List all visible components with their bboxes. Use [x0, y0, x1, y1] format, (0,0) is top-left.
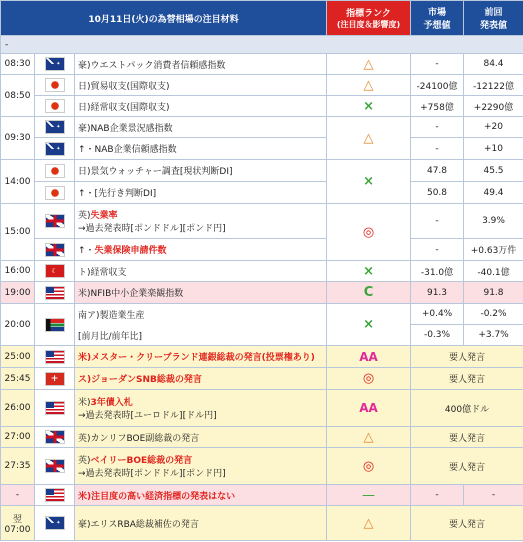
name-prefix: ↑・ [78, 246, 95, 256]
usa-flag-icon [45, 401, 65, 415]
table-row [1, 427, 523, 448]
previous-header-line2: 発表値 [480, 21, 508, 31]
forecast-value: - [411, 138, 464, 160]
highlight-name: 3年債入札 [90, 398, 133, 408]
table-row [1, 117, 523, 138]
table-row [1, 346, 523, 368]
indicator-name: 英)カンリフBOE副総裁の発言 [75, 427, 327, 448]
time-cell: 27:00 [1, 427, 35, 448]
rank-cross-icon: × [327, 261, 411, 282]
name-prefix: 英) [78, 456, 91, 466]
table-row [1, 485, 523, 506]
previous-value: 91.8 [464, 282, 523, 304]
australia-flag-icon: ✦ [45, 142, 65, 156]
uk-flag-icon [45, 243, 65, 257]
time-cell: 25:00 [1, 346, 35, 368]
rank-double-circle-icon: ◎ [327, 204, 411, 261]
past-release-link[interactable]: →過去発表時[ユーロドル][ドル円] [78, 411, 217, 421]
indicator-name: ス)ジョーダンSNB総裁の発言 [75, 368, 327, 390]
indicator-name: 豪)エリスRBA総裁補佐の発言 [75, 506, 327, 541]
uk-flag-icon [45, 430, 65, 444]
forecast-value: 91.3 [411, 282, 464, 304]
section-label: - [1, 36, 523, 54]
indicator-name [78, 398, 133, 408]
event-note: 要人発言 [411, 368, 523, 390]
previous-value: -40.1億 [464, 261, 523, 282]
indicator-name-cell [75, 448, 327, 485]
japan-flag-icon [45, 186, 65, 200]
time-cell: - [1, 485, 35, 506]
forecast-value: -0.3% [411, 325, 464, 346]
indicator-name-cell [75, 304, 327, 346]
indicator-name: 豪)NAB企業景況感指数 [75, 117, 327, 138]
previous-value: +0.63万件 [464, 239, 523, 261]
indicator-name: ト)経常収支 [75, 261, 327, 282]
table-row [1, 448, 523, 485]
australia-flag-icon: ✦ [45, 516, 65, 530]
event-note: 要人発言 [411, 448, 523, 485]
table-row [1, 261, 523, 282]
turkey-flag-icon: ☾ [45, 264, 65, 278]
time-cell: 26:00 [1, 390, 35, 427]
usa-flag-icon [45, 286, 65, 300]
forecast-value: -31.0億 [411, 261, 464, 282]
forecast-column-header [411, 1, 464, 36]
forecast-value: - [411, 485, 464, 506]
table-row [1, 75, 523, 96]
rank-triangle-icon: △ [327, 54, 411, 75]
previous-header-line1: 前回 [484, 8, 503, 18]
time-cell: 09:30 [1, 117, 35, 160]
table-row [1, 282, 523, 304]
rank-triangle-icon: △ [327, 506, 411, 541]
usa-flag-icon [45, 350, 65, 364]
time-cell: 14:00 [1, 160, 35, 204]
previous-value: 45.5 [464, 160, 523, 182]
event-note: 要人発言 [411, 506, 523, 541]
previous-value: -0.2% [464, 304, 523, 325]
indicator-name: 日)経常収支(国際収支) [75, 96, 327, 117]
uk-flag-icon [45, 459, 65, 473]
forecast-value: +0.4% [411, 304, 464, 325]
indicator-name [78, 211, 118, 221]
indicator-subname: [前月比/前年比] [78, 331, 143, 342]
australia-flag-icon: ✦ [45, 120, 65, 134]
time-cell: 08:50 [1, 75, 35, 117]
table-row [1, 239, 523, 261]
forecast-value: -24100億 [411, 75, 464, 96]
forecast-value: - [411, 239, 464, 261]
rank-triangle-icon: △ [327, 427, 411, 448]
name-prefix: 英) [78, 211, 91, 221]
event-note: 400億ドル [411, 390, 523, 427]
time-value: 07:00 [4, 524, 31, 535]
rank-c-label: C [327, 282, 411, 304]
previous-value: -12122億 [464, 75, 523, 96]
indicator-name [78, 456, 192, 466]
indicator-name-cell [75, 204, 327, 239]
indicator-name [75, 239, 327, 261]
rank-header-line1: 指標ランク [346, 9, 391, 19]
table-row [1, 390, 523, 427]
rank-triangle-icon: △ [327, 117, 411, 160]
indicator-name: 米)注目度の高い経済指標の発表はない [75, 485, 327, 506]
name-prefix: 米) [78, 398, 91, 408]
time-cell: 27:35 [1, 448, 35, 485]
rank-cross-icon: × [327, 160, 411, 204]
usa-flag-icon [45, 488, 65, 502]
table-row [1, 304, 523, 325]
event-note: 要人発言 [411, 427, 523, 448]
rank-header-line2: (注目度＆影響度) [336, 20, 401, 29]
rank-aa-label: AA [327, 346, 411, 368]
australia-flag-icon: ✦ [45, 57, 65, 71]
forecast-header-line1: 市場 [428, 8, 447, 18]
japan-flag-icon [45, 99, 65, 113]
japan-flag-icon [45, 78, 65, 92]
time-cell [1, 506, 35, 541]
past-release-link[interactable]: →過去発表時[ポンドドル][ポンド円] [78, 224, 226, 234]
table-row [1, 182, 523, 204]
japan-flag-icon [45, 164, 65, 178]
switzerland-flag-icon: + [45, 372, 65, 386]
indicator-name: 米)メスター・クリーブランド連銀総裁の発言(投票権あり) [75, 346, 327, 368]
table-row [1, 138, 523, 160]
table-title: 10月11日(火)の為替相場の注目材料 [1, 1, 327, 36]
event-note: 要人発言 [411, 346, 523, 368]
forecast-value: 47.8 [411, 160, 464, 182]
table-row [1, 204, 523, 239]
previous-value: - [464, 485, 523, 506]
table-row [1, 160, 523, 182]
previous-value: +20 [464, 117, 523, 138]
rank-triangle-icon: △ [327, 75, 411, 96]
previous-value: +2290億 [464, 96, 523, 117]
rank-column-header [327, 1, 411, 36]
indicator-name: ↑・[先行き判断DI] [75, 182, 327, 204]
rank-double-circle-icon: ◎ [327, 448, 411, 485]
rank-aa-label: AA [327, 390, 411, 427]
time-cell: 15:00 [1, 204, 35, 261]
forecast-value: 50.8 [411, 182, 464, 204]
indicator-name: 南ア)製造業生産 [78, 310, 145, 321]
indicator-name: 日)景気ウォッチャー調査[現状判断DI] [75, 160, 327, 182]
south-africa-flag-icon [45, 318, 65, 332]
time-cell: 08:30 [1, 54, 35, 75]
highlight-name: ベイリーBOE総裁の発言 [90, 456, 193, 466]
forecast-value: +758億 [411, 96, 464, 117]
indicator-name: 日)貿易収支(国際収支) [75, 75, 327, 96]
rank-cross-icon: × [327, 96, 411, 117]
highlight-name: 失業率 [90, 211, 118, 221]
time-next-day: 翌 [12, 514, 22, 525]
time-cell: 16:00 [1, 261, 35, 282]
header-row [1, 1, 523, 36]
rank-dash-icon: — [327, 485, 411, 506]
table-row [1, 506, 523, 541]
time-cell: 19:00 [1, 282, 35, 304]
rank-cross-icon: × [327, 304, 411, 346]
time-cell: 25:45 [1, 368, 35, 390]
previous-value: 3.9% [464, 204, 523, 239]
uk-flag-icon [45, 214, 65, 228]
table-row [1, 368, 523, 390]
highlight-name: 失業保険申請件数 [94, 246, 167, 256]
table-row [1, 54, 523, 75]
section-row [1, 36, 523, 54]
indicator-name: 米)NFIB中小企業楽観指数 [75, 282, 327, 304]
indicator-name: ↑・NAB企業信頼感指数 [75, 138, 327, 160]
forecast-value: - [411, 204, 464, 239]
previous-value: +3.7% [464, 325, 523, 346]
past-release-link[interactable]: →過去発表時[ポンドドル][ポンド円] [78, 469, 226, 479]
previous-value: +10 [464, 138, 523, 160]
indicator-name-cell [75, 390, 327, 427]
forecast-header-line2: 予想値 [423, 21, 451, 31]
previous-value: 49.4 [464, 182, 523, 204]
previous-value: 84.4 [464, 54, 523, 75]
indicator-name: 豪)ウエストパック消費者信頼感指数 [75, 54, 327, 75]
time-cell: 20:00 [1, 304, 35, 346]
forecast-value: - [411, 117, 464, 138]
forecast-value: - [411, 54, 464, 75]
table-row [1, 96, 523, 117]
previous-column-header [464, 1, 523, 36]
rank-double-circle-icon: ◎ [327, 368, 411, 390]
